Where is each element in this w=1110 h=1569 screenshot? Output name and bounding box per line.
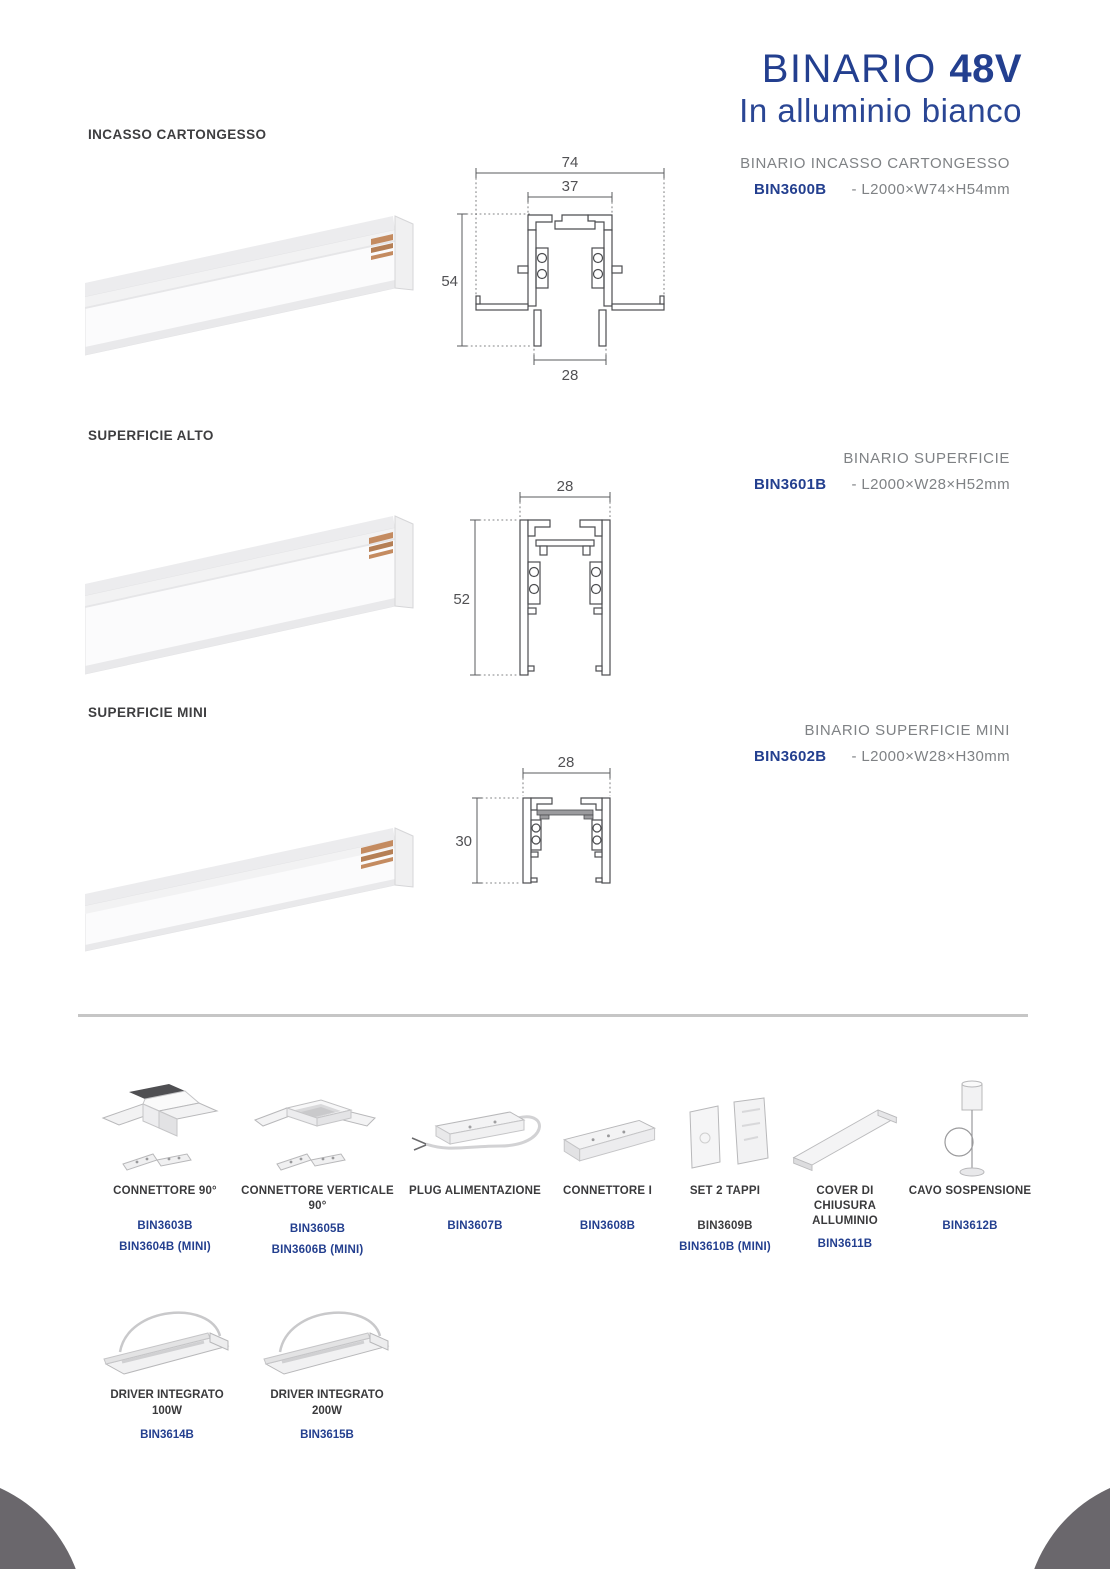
driver-power: 200W xyxy=(311,1405,343,1418)
accessory-code: BIN3610B (MINI) xyxy=(679,1241,771,1253)
accessory-connettore-90 xyxy=(95,1078,235,1253)
page-title xyxy=(739,48,1022,90)
page-title-light: BINARIO xyxy=(761,47,950,91)
dim-label-width-outer: 74 xyxy=(561,154,579,171)
product-name: BINARIO SUPERFICIE MINI xyxy=(804,722,1010,739)
product-code: BIN3601B xyxy=(754,476,827,493)
product-name: BINARIO SUPERFICIE xyxy=(843,450,1010,467)
accessory-code: BIN3609B xyxy=(697,1220,753,1232)
accessory-code: BIN3605B xyxy=(289,1222,346,1235)
drawing-incasso xyxy=(440,150,720,390)
corner-decoration-left xyxy=(0,1475,85,1569)
product-photo-superficie-mini xyxy=(85,788,415,973)
product-dimensions: - L2000×W28×H30mm xyxy=(851,748,1010,765)
set-2-tappi-icon xyxy=(660,1082,790,1182)
dim-label-height: 52 xyxy=(453,591,470,608)
dim-label-width-inner: 37 xyxy=(561,178,579,195)
product-photo-superficie-alto xyxy=(85,498,415,693)
drawing-superficie-mini xyxy=(440,740,660,920)
dim-label-width-top: 28 xyxy=(556,478,574,495)
driver-code: BIN3614B xyxy=(140,1428,194,1441)
product-name: BINARIO INCASSO CARTONGESSO xyxy=(740,155,1010,172)
accessory-code: BIN3607B xyxy=(447,1220,503,1232)
connettore-verticale-90-icon xyxy=(243,1078,393,1182)
product-photo-incasso xyxy=(85,192,415,382)
section-divider xyxy=(78,1014,1028,1017)
accessory-connettore-verticale-90 xyxy=(235,1078,400,1256)
dim-label-width-bottom: 28 xyxy=(561,367,579,384)
accessory-code: BIN3611B xyxy=(817,1237,873,1250)
cavo-sospensione-icon xyxy=(900,1078,1040,1182)
driver-200w xyxy=(252,1290,402,1441)
product-dimensions: - L2000×W74×H54mm xyxy=(851,181,1010,198)
product-code: BIN3600B xyxy=(754,181,827,198)
spec-superficie-alto xyxy=(710,450,1010,493)
accessory-name: CONNETTORE 90° xyxy=(113,1185,217,1197)
accessory-name: PLUG ALIMENTAZIONE xyxy=(408,1185,541,1197)
accessory-code: BIN3603B xyxy=(137,1220,193,1232)
driver-100w xyxy=(92,1290,242,1441)
driver-200w-icon xyxy=(252,1290,402,1386)
driver-code: BIN3615B xyxy=(300,1428,354,1441)
plug-alimentazione-icon xyxy=(400,1082,550,1182)
accessory-name: CONNETTORE I xyxy=(562,1185,653,1197)
driver-name: DRIVER INTEGRATO xyxy=(270,1389,384,1401)
spec-incasso xyxy=(710,155,1010,198)
product-code: BIN3602B xyxy=(754,748,827,765)
dim-label-height: 30 xyxy=(455,833,472,850)
accessory-cavo-sospensione xyxy=(900,1078,1040,1232)
page-header xyxy=(739,48,1022,130)
accessory-plug-alimentazione xyxy=(400,1078,550,1232)
driver-name: DRIVER INTEGRATO xyxy=(110,1389,224,1401)
connettore-90-icon xyxy=(95,1078,235,1182)
section-label-incasso: INCASSO CARTONGESSO xyxy=(88,127,267,142)
connettore-i-icon xyxy=(545,1082,670,1182)
accessory-code: BIN3606B (MINI) xyxy=(271,1243,364,1256)
dim-label-width-top: 28 xyxy=(557,754,575,771)
accessory-name: COVER DI CHIUSURA ALLUMINIO xyxy=(812,1185,878,1227)
section-label-superficie-alto: SUPERFICIE ALTO xyxy=(88,428,214,443)
page-subtitle: In alluminio bianco xyxy=(739,92,1022,129)
accessory-name: CAVO SOSPENSIONE xyxy=(908,1185,1032,1197)
spec-superficie-mini xyxy=(710,722,1010,765)
accessory-name: SET 2 TAPPI xyxy=(689,1185,761,1197)
dim-label-height: 54 xyxy=(441,273,458,290)
corner-decoration-right xyxy=(1025,1475,1110,1569)
accessory-set-2-tappi xyxy=(660,1078,790,1253)
accessory-name: CONNETTORE VERTICALE 90° xyxy=(241,1185,394,1212)
accessory-connettore-i xyxy=(545,1078,670,1232)
accessory-code: BIN3612B xyxy=(942,1220,998,1232)
driver-power: 100W xyxy=(151,1405,183,1418)
accessory-cover-chiusura xyxy=(790,1078,900,1250)
driver-100w-icon xyxy=(92,1290,242,1386)
page-title-bold: 48V xyxy=(949,47,1022,91)
product-dimensions: - L2000×W28×H52mm xyxy=(851,476,1010,493)
accessory-code: BIN3608B xyxy=(579,1220,636,1232)
drawing-superficie-alto xyxy=(440,470,660,690)
cover-chiusura-icon xyxy=(790,1082,900,1182)
section-label-superficie-mini: SUPERFICIE MINI xyxy=(88,705,208,720)
accessory-code: BIN3604B (MINI) xyxy=(119,1241,211,1253)
